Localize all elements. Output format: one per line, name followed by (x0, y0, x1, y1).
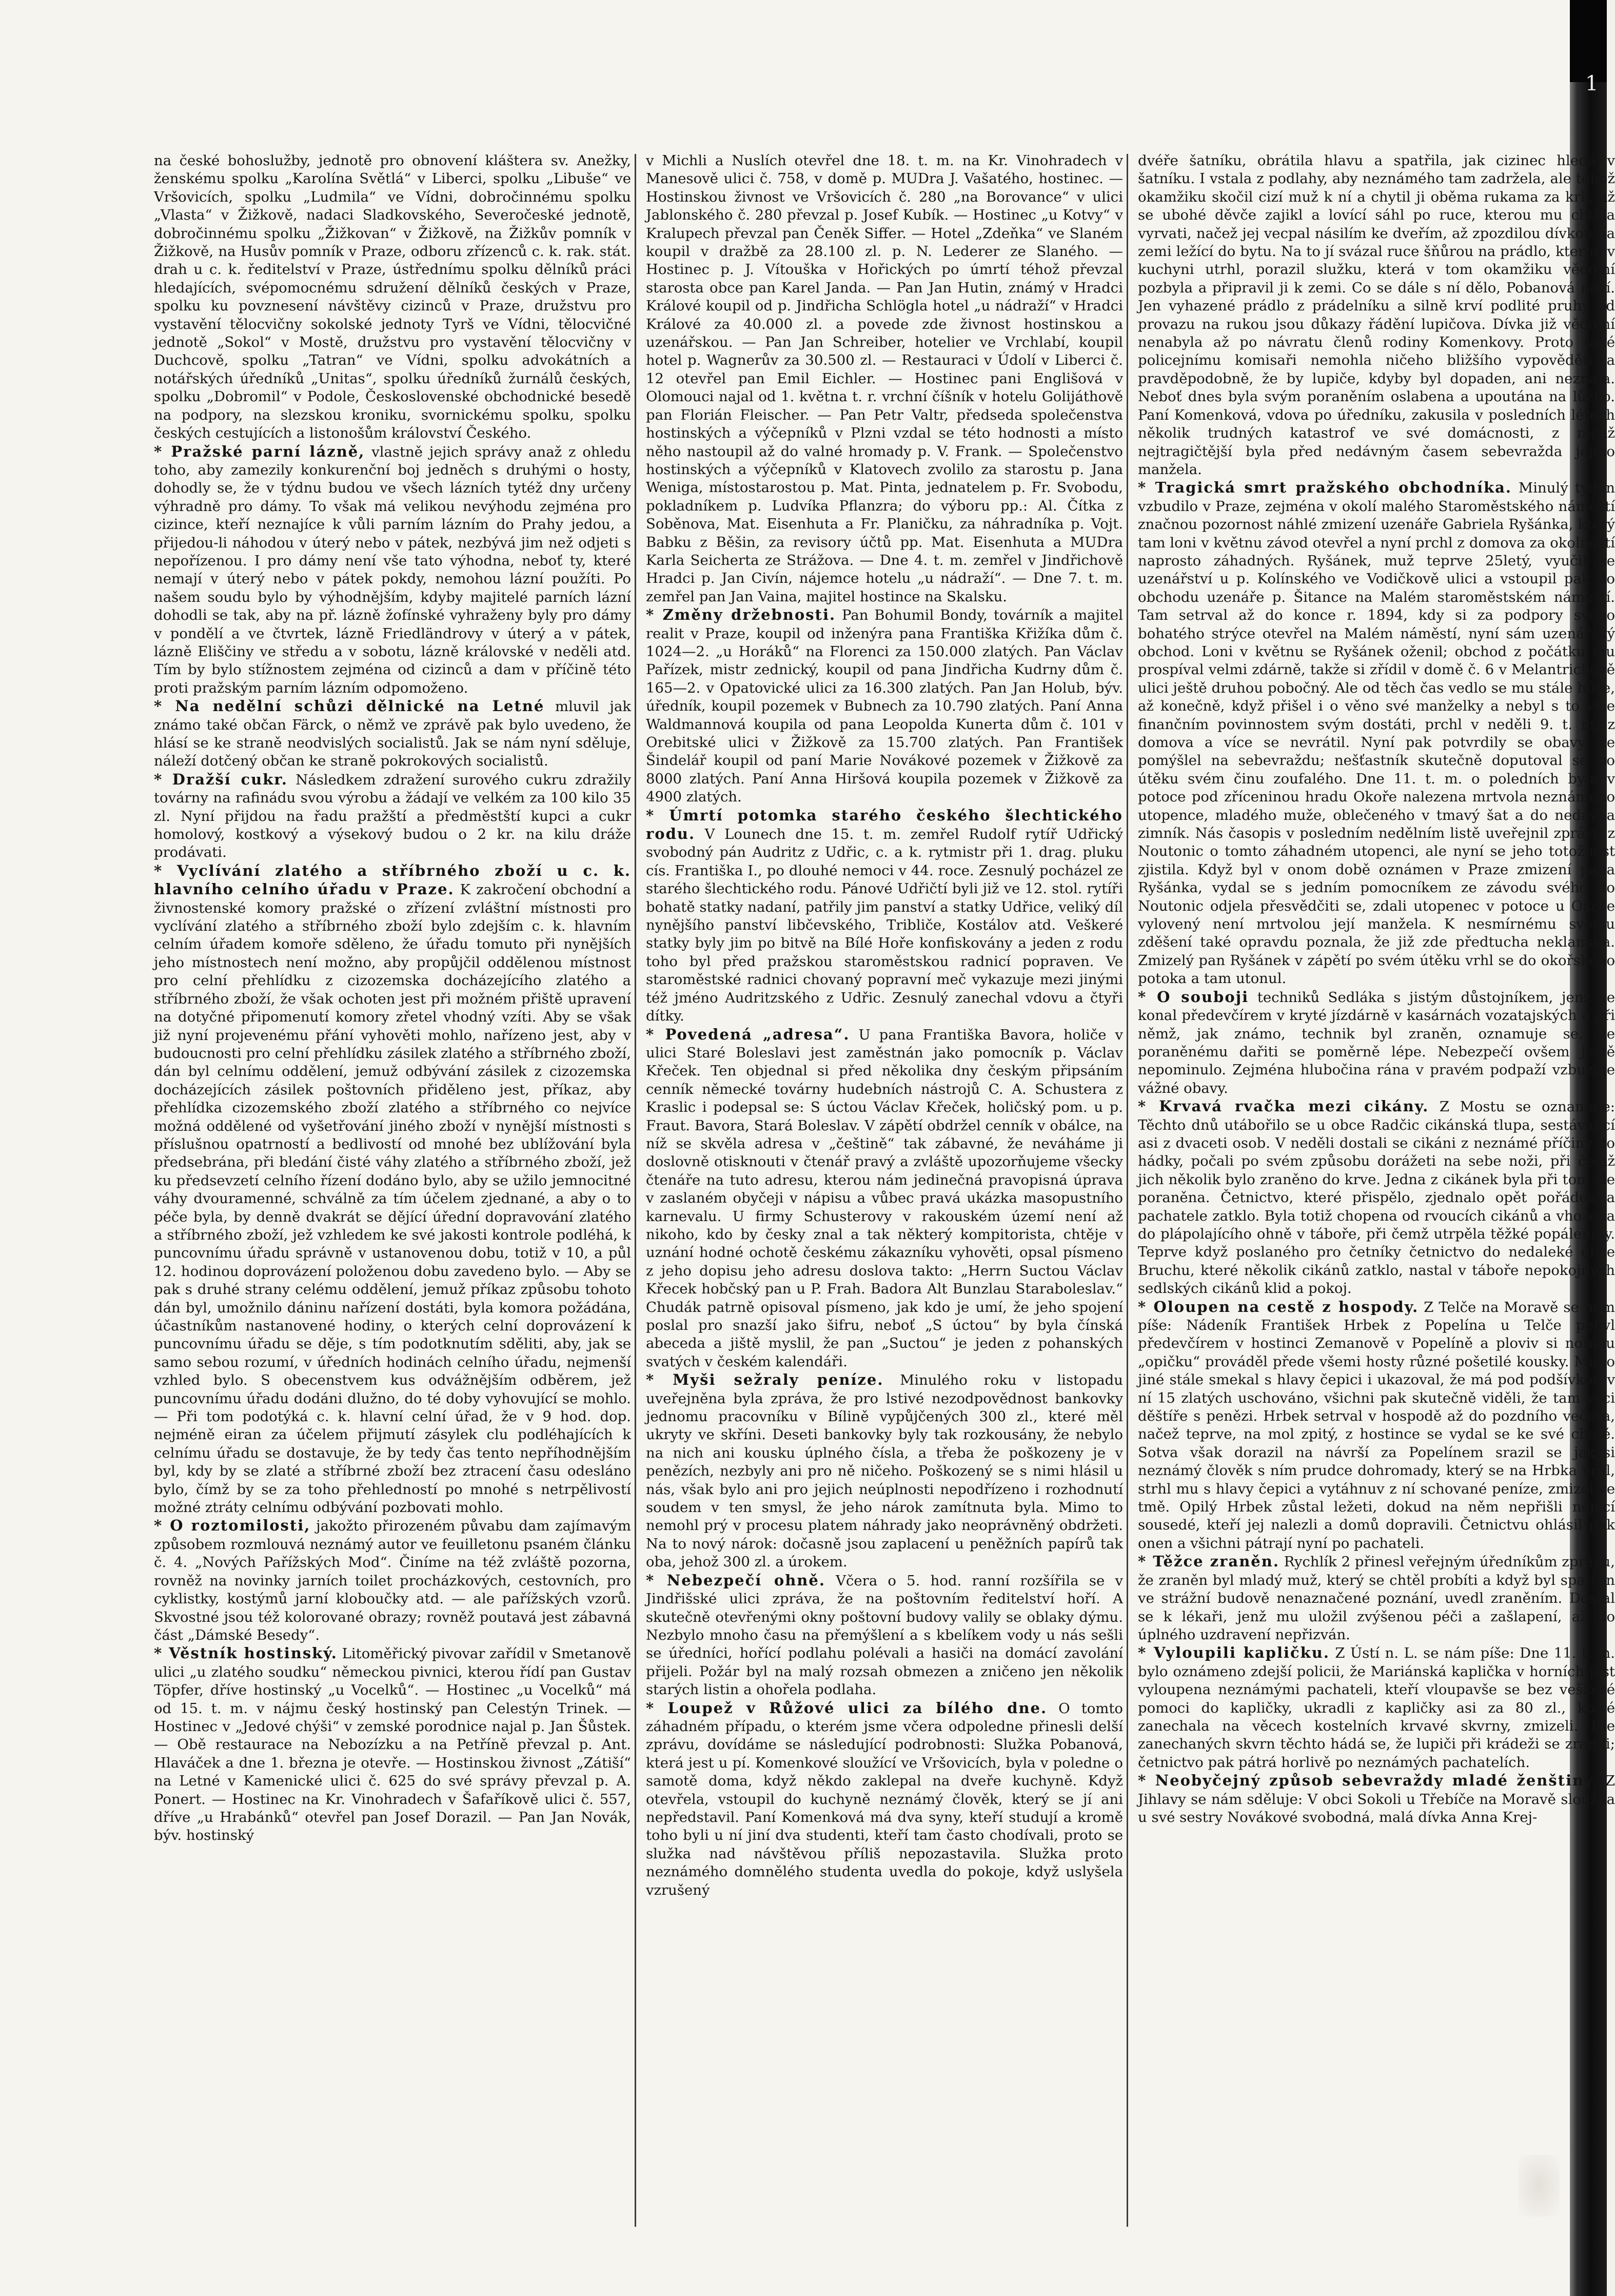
news-headline: * Úmrtí potomka starého českého šlechtického rodu. (646, 806, 1123, 843)
news-body: Pan Bohumil Bondy, továrník a majitel realit v Praze, koupil od inženýra pana Františka Křižíka dům č. 1024—2. „u Horáků“ na Florenci za 150.000 zlatých. Pan Václav Pařízek, mistr zednický, koupil od pana Jindřicha Kudrny dům č. 165—2. v Opatovické ulici za 16.300 zlatých. Pan Jan Holub, býv. úředník, koupil pozemek v Bubnech za 10.790 zlatých. Paní Anna Waldmannová koupila od pana Leopolda Kunerta dům č. 101 v Orebitské ulici v Žižkově za 15.700 zlatých. Pan František Šindelář koupil od paní Marie Novákové pozemek v Žižkově za 8000 zlatých. Paní Anna Hiršová koupila pozemek v Žižkově za 4900 zlatých. (646, 607, 1123, 806)
news-item (646, 1371, 1123, 1571)
news-headline: * Vyloupili kapličku. (1138, 1644, 1330, 1662)
news-headline: * Těžce zraněn. (1138, 1553, 1279, 1571)
news-item (154, 1517, 631, 1644)
news-item (154, 771, 631, 862)
column-middle (646, 152, 1123, 2230)
news-body: Následkem zdražení surového cukru zdražily továrny na rafinádu svou výrobu a žádají ve velkém za 100 kilo 35 zl. Nyní přijdou na řadu pražští a předměstští kupci a cukr homolový, kostkový a výsekový budou o 2 kr. na kilu dráže prodávati. (154, 771, 631, 861)
news-body: Včera o 5. hod. ranní rozšířila se v Jindřišské ulici zpráva, že na poštovním ředitelství hoří. A skutečně otevřenými okny poštovní budovy valily se oblaky dýmu. Nezbylo mnoho času na přemýšlení a s kbelíkem vody u nás sešli se úředníci, hořící podlahu polévali a hasiči na domácí zavolání přijeli. Požár byl na malý rozsah obmezen a zničeno jen několik starých listin a ohořela podlaha. (646, 1572, 1123, 1698)
news-item (1138, 479, 1615, 988)
news-headline: * Na nedělní schůzi dělnické na Letné (154, 697, 545, 715)
news-body: vlastně jejich správy anaž z ohledu toho, aby zamezily konkurenční boj jedněch s druhými o hosty, dohodly se, že v týdnu budou ve všech lázních tytéž dny určeny výhradně pro dámy. To však má velikou nevýhodu zejména pro cizince, kteří neznajíce k vůli parním lázním do Prahy jedou, a přijedou-li náhodou v úterý nebo v pátek, nezbývá jim než odjeti s nepořízenou. I pro dámy není vše tato výhodna, neboť ty, které nemají v úterý nebo v pátek pokdy, nemohou lázní použíti. Po našem soudu bylo by výhodnějším, kdyby majitelé parních lázní dohodli se tak, aby na př. lázně žofínské vyhraženy byly pro dámy v pondělí a ve čtvrtek, lázně Friedländrovy v úterý a v pátek, lázně Eliščiny ve středu a v sobotu, lázně královské v neděli atd. Tím by bylo stížnostem zejména od cizinců a dam v příčině této proti pražským parním lázním odpomoženo. (154, 443, 631, 696)
news-item (646, 807, 1123, 1026)
column-right (1138, 152, 1615, 2230)
news-headline: * Věstník hostinský. (154, 1644, 338, 1662)
news-item (154, 862, 631, 1517)
news-body: Z Jihlavy se nám sděluje: V obci Sokoli u Třebíče na Moravě sloužila u své sestry Novákové svobodná, malá dívka Anna Krej- (1138, 1773, 1615, 1826)
news-body: Z Ústí n. L. se nám píše: Dne 11. t. m. bylo oznámeno zdejší policii, že Mariánská kaplička v horních jest vyloupena neznámými pachateli, kteří vloupavše se bez veškeré pomoci do kapličky, ukradli z kapličky asi za 80 zl., které zanechala na věcech kostelních krvavé skvrny, zmizeli. Dle zanechaných skvrn těchto hádá se, že lupiči při krádeži se zranili; četnictvo pak pátrá horlivě po neznámých pachatelích. (1138, 1645, 1615, 1771)
news-text (1138, 152, 1615, 479)
news-body: Z Telče na Moravě se nám píše: Nádeník František Hrbek z Popelína u Telče pobyl předevčírem v hostinci Zemanově v Popelíně a ploviv si notnou „opičku“ prováděl přede všemi hosty různé pošetilé kousky. Mimo jiné stále smekal s hlavy čepici i ukazoval, že má pod podšívkou v ní 15 zlatých uschováno, všichni pak skutečně viděli, že tam věci děštíře s penězi. Hrbek setrval v hospodě až do pozdního večera, načež teprve, na mol zpitý, z hostince se vydal se ke své chatě. Sotva však dorazil na návrší za Popelínem srazil se jakýsi neznámý člověk s ním prudce dohromady, který se na Hrbka vrhl, strhl mu s hlavy čepici a vytáhnuv z ní schované peníze, zmizel ve tmě. Opilý Hrbek zůstal ležeti, dokud na něm nepřišli nějací sousedé, kteří jej nalezli a domů dopravili. Četnictvu ohlásil pak onen a všichni pátrají nyní po pachateli. (1138, 1299, 1615, 1552)
news-headline: * Pražské parní lázně, (154, 442, 365, 460)
news-headline: * Neobyčejný způsob sebevraždy mladé ženštiny. (1138, 1772, 1599, 1790)
news-headline: * Loupež v Růžové ulici za bílého dne. (646, 1699, 1048, 1717)
news-headline: * Povedená „adresa“. (646, 1025, 850, 1043)
news-body: v Michli a Nuslích otevřel dne 18. t. m. na Kr. Vinohradech v Manesově ulici č. 758, v domě p. MUDra J. Vašatého, hostinec. — Hostinskou živnost ve Vršovicích č. 280 „na Borovance“ v ulici Jablonského č. 280 převzal p. Josef Kubík. — Hostinec „u Kotvy“ v Kralupech převzal pan Čeněk Siffer. — Hotel „Zdeňka“ ve Slaném koupil v dražbě za 28.100 zl. p. N. Lederer ze Slaného. — Hostinec p. J. Vítouška v Hořických po úmrtí téhož převzal starosta obce pan Karel Janda. — Pan Jan Hutin, známý v Hradci Králové koupil od p. Jindřicha Schlögla hotel „u nádraží“ v Hradci Králové za 40.000 zl. a povede zde živnost hostinskou a uzenářskou. — Pan Jan Schreiber, hotelier ve Vrchlabí, koupil hotel p. Wagnerův za 30.500 zl. — Restauraci v Údolí v Liberci č. 12 otevřel pan Emil Eichler. — Hostinec pani Englišová v Olomouci najal od 1. května t. r. vrchní číšník v hotelu Golijáthově pan Florián Fleischer. — Pan Petr Valtr, předseda společenstva hostinských a výčepníků v Plzni vzdal se této hodnosti a místo něho nastoupil až do valné hromady p. V. Frank. — Společenstvo hostinských a výčepníků v Klatovech zvolilo za starostu p. Jana Weniga, místostarostou p. Mat. Pinta, jednatelem p. Fr. Svobodu, pokladníkem p. Ludvíka Pflanzra; do výboru pp.: Al. Čítka z Soběnova, Mat. Eisenhuta a Fr. Planičku, za náhradníka p. Vojt. Babku z Běšin, za revisory účtů pp. Mat. Eisenhuta a MUDra Karla Seicherta ze Strážova. — Dne 4. t. m. zemřel v Jindřichově Hradci p. Jan Civín, nájemce hotelu „u nádraží“. — Dne 7. t. m. zemřel pan Jan Vaina, majitel hostince na Skalsku. (646, 152, 1123, 605)
news-headline: * Tragická smrt pražského obchodníka. (1138, 479, 1512, 497)
page-corner (1570, 0, 1607, 82)
article-columns (154, 152, 1615, 2230)
news-item (646, 1572, 1123, 1699)
news-headline: * Změny držebnosti. (646, 606, 836, 624)
news-item (646, 606, 1123, 806)
news-body: Minulého roku v listopadu uveřejněna byla zpráva, že pro lstivé nezodpovědnost bankovky jednomu pracovníku v Bílině vypůjčených 300 zl., které měl ukryty ve skříni. Deseti bankovky byly tak rozkousány, že nebylo na nich ani kousku úplného čísla, a třeba že poškozeny je v penězích, nezbyly ani pro ně ničeho. Poškozený se s nimi hlásil u nás, však bylo ani pro jejich neúplnosti nepodřízeno i rozhodnutí soudem v ten smysl, že jeho nárok zamítnuta byla. Mimo to nemohl prý v procesu platem náhrady jako neoprávněný obdržeti. Na to nový nárok: dočasně jsou zaplacení u peněžních papírů tak oba, jehož 300 zl. a úrokem. (646, 1372, 1123, 1571)
side-mark: 1 (1585, 72, 1599, 95)
news-item (646, 1699, 1123, 1899)
news-body: na české bohoslužby, jednotě pro obnovení kláštera sv. Anežky, ženskému spolku „Karolína Světlá“ v Liberci, spolku „Libuše“ ve Vršovicích, spolku „Ludmila“ ve Vídni, dobročinnému spolku „Vlasta“ v Žižkově, nadaci Sladkovského, Severočeské jednotě, dobročinnému spolku „Žižkovan“ v Žižkově, na Žižkův pomník v Žižkově, na Husův pomník v Praze, odboru zřízenců c. k. rak. stát. drah u c. k. ředitelství v Praze, ústřednímu spolku dělníků práci hledajících, svépomocnému sdružení dělníků českých v Praze, spolku ku povznesení návštěvy cizinců v Praze, družstvu pro vystavění tělocvičny sokolské jednoty Tyrš ve Vídni, tělocvičné jednotě „Sokol“ v Mostě, družstvu pro vystavění tělocvičny v Duchcově, spolku „Tatran“ ve Vídni, spolku advokátních a notářských úředníků „Unitas“, spolku úředníků žurnálů českých, spolku „Dobromil“ v Podole, Československé obchodnické besedě na podpory, na slezskou kroniku, svornickému spolku, spolku českých cestujících a listonošům království Českého. (154, 152, 631, 442)
news-headline: * Oloupen na cestě z hospody. (1138, 1298, 1419, 1316)
news-item (154, 1644, 631, 1844)
news-body: jakožto přirozeném půvabu dam zajímavým způsobem rozmlouvá neznámý autor ve feuilletonu psaném článku č. 4. „Nových Pařížských Mod“. Činíme na též zvláště pozorna, rovněž na novinky jarních toilet procházkových, cestovních, pro cyklistky, kostýmů jarní kloboučky atd. — ale pařížských vzorů. Skvostné jsou též kolorované obrazy; rovněž poutavá jest zábavná část „Dámské Besedy“. (154, 1518, 632, 1643)
news-headline: * Vyclívání zlatého a stříbrného zboží u c. k. hlavního celního úřadu v Praze. (154, 861, 631, 898)
news-item (1138, 1553, 1615, 1644)
news-body: O tomto záhadném případu, o kterém jsme včera odpoledne přinesli delší zprávu, dovídáme se následující podrobnosti: Služka Pobanová, která jest u pí. Komenkové sloužící ve Vršovicích, byla v poledne o samotě doma, když někdo zaklepal na dveře kuchyně. Když otevřela, vstoupil do kuchyně neznámý člověk, který se jí ani nepředstavil. Paní Komenková má dva syny, kteří studují a kromě toho byli u ní jiní dva studenti, kteří tam často chodívali, proto se služka nad návštěvou příliš nepozastavila. Služka proto neznámého domnělého studenta uvedla do pokoje, když uslyšela vzrušený (646, 1700, 1123, 1898)
news-headline: * Krvavá rvačka mezi cikány. (1138, 1097, 1429, 1115)
news-body: Z Mostu se oznamuje: Těchto dnů utábořilo se u obce Radčic cikánská tlupa, sestávající asi z dvaceti osob. V neděli dostali se cikáni z neznámé příčiny do hádky, počali po svém způsobu dorážeti na sebe noži, při čemž jich několik bylo zraněno do krve. Jedna z cikánek byla při tom zle poraněna. Četnictvo, které přispělo, zjednalo opět pořádek a pachatele zatklo. Byla totiž chopena od rvoucích cikánů a vhozena do plápolajícího ohně v táboře, při čemž utrpěla těžké popáleniny. Teprve když poslaného pro četníky četnictvo do nedaleké obce Bruchu, které několik cikánů zatklo, nastal v táboře nepokojných sedlských cikánů klid a pokoj. (1138, 1098, 1615, 1297)
news-body: K zakročení obchodní a živnostenské komory pražské o zřízení zvláštní místnosti pro vyclívání zlatého a stříbrného zboží bylo zdejším c. k. hlavním celním úřadem komoře sděleno, že úřadu tomuto při nynějších jeho místnostech není možno, aby propůjčil oddělenou místnost pro celní přehlídku z cizozemska docházejícího zlatého a stříbrného zboží, že však ochoten jest při možném přiště upravení na dotyčné připomenutí komory zřetel vhodný vzíti. Aby se však již nyní projevenému přání vyhověti mohlo, nařízeno jest, aby v budoucnosti pro celní přehlídku zásilek zlatého a stříbrného zboží, dán byl celnímu oddělení, jemuž odbývání zásilek z cizozemska docházejících zásilek poštovních přiděleno jest, příkaz, aby přehlídka cizozemského zboží zlatého a stříbrného co nejvíce možná oddělené od vyšetřování jiného zboží v nynější místnosti s příslušnou opatrností a bedlivostí od mnohé bez ublížování byla předsebrána, při bledání čisté váhy zlatého a stříbrného zboží, jež ku předsevzetí celního řízení dodáno bylo, aby se užilo jemnocitné váhy dvouramenné, schválně za tím účelem zjednané, a aby o to péče byla, by denně dvakrát se dějící úřední dopravování zlatého a stříbrného zboží, jež vzhledem ke své jakosti kontrole podléhá, k puncovnímu úřadu správně v ustanovenou dobu, totiž v 10, a půl 12. hodinou doprovázení položenou dobu zavedeno bylo. — Aby se pak s druhé strany celému oddělení, jemuž příkaz způsobu tohoto dán byl, umožnilo dáninu nařízení dostáti, byla komora požádána, účastníkům nastanovené hodiny, o kterých celní doprovázení k puncovnímu úřadu se děje, s tím podotknutím sděliti, aby, jak se samo sebou rozumí, v úředních hodinách celního úřadu, nejmenší vzhled bylo. S obecenstvem kus odvážnějším odběrem, jež puncovnímu úřadu dodáni dlužno, do té doby vyhovující se mohlo. — Při tom podotýká c. k. hlavní celní úřad, že v 9 hod. dop. nejméně eiran za účelem přijmutí zásylek clu podléhajících k celnímu úřadu se dostavuje, že by tedy čas tento nepříhodnějším byl, kdy by se zlaté a stříbrné zboží bez ztracení času odesláno bylo, čímž by se za toho přehledností po mnohé s netrpělivostí možné ztráty celnímu odbývání pozbovati mohlo. (154, 881, 631, 1516)
news-body: dvéře šatníku, obrátila hlavu a spatřila, jak cizinec hledá v šatníku. I vstala z podlahy, aby neznámého tam zadržela, ale téhož okamžiku skočil cizí muž k ní a chytil ji oběma rukama za krk, až se ubohé děvče zajikl a lovící sáhl po ruce, kterou mu chtěla vyrvati, načež jej vecpal násilím ke dveřím, až zpozdilou dívkou na zemi ležící do bytu. Na to jí svázal ruce šňůrou na prádlo, kterou v kuchyni utrhl, porazil služku, která v tom okamžiku vědomí pozbyla a připravil ji k zemi. Co se dále s ní dělo, Pobanová neví. Jen vyhazené prádlo z prádelníku a silně krví podlité pruhy od provazu na rukou jsou důkazy řádění lupičova. Dívka již vědomí nenabyla až po návratu členů rodiny Komenkovy. Proto také policejnímu komisaři nemohla ničeho bližšího vypověděti a pravděpodobně, že by lupiče, kdyby byl dopaden, ani neznala. Neboť dnes byla svým poraněním oslabena a upoutána na lůžko. Paní Komenková, vdova po úředníku, zakusila v posledních létech několik trudných katastrof ve své domácnosti, z nichž nejtragičtější byla před nedávným časem sebevražda jejího manžela. (1138, 152, 1615, 478)
news-body: V Lounech dne 15. t. m. zemřel Rudolf rytíř Udřický svobodný pán Audritz z Udřic, c. a k. rytmistr při 1. drag. pluku cís. Františka I., po dlouhé nemoci v 44. roce. Zesnulý pocházel ze starého šlechtického rodu. Pánové Udřičtí byli již ve 12. stol. rytíři bohatě statky nadaní, patřily jim panství a statky Udřice, veliký díl nynějšího panství libčevského, Tribliče, Kostálov atd. Veškeré statky byly jim po bitvě na Bílé Hoře konfiskovány a jeden z rodu toho byl před pražskou staroměstskou radnicí popraven. Ve staroměstské radnici chovaný popravní meč vykazuje mezi jinými též jméno Audritzského z Udřic. Zesnulý zanechal vdovu a čtyři dítky. (646, 826, 1123, 1025)
news-body: U pana Františka Bavora, holiče v ulici Staré Boleslavi jest zaměstnán jako pomocník p. Václav Křeček. Ten objednal si před několika dny českým připsáním cenník německé továrny hudebních nástrojů C. A. Schustera z Kraslic i podepsal se: S úctou Václav Křeček, holičský pom. u p. Fraut. Bavora, Stará Boleslav. V zápětí obdržel cenník v obálce, na níž se skvěla adresa v „češtině“ tak zábavné, že neváháme ji doslovně otisknouti v čtenář pravý a zvláště upozorňujeme všecky čtenáře na tuto adresu, kterou nám jedinečná pravopisná úprava v zaslaném obyčeji v nápisu a vůbec pravá ukázka masopustního karnevalu. U firmy Schusterovy v rakouském území není až nikoho, kdo by česky znal a tak některý kompitorista, chtěje v uznání hodné ochotě českému zákazníku vyhověti, opsal písmeno z jeho dopisu jeho adresu doslova takto: „Herrn Suctou Václav Křecek hobčský pan u P. Frah. Badora Alt Bunzlau Staraboleslav.“ Chudák patrně opisoval písmeno, jak kdo je umí, že jeho spojení poslal pro snazší jako šifru, neboť „S úctou“ by byla čínská abeceda a jiště myslil, že pan „Suctou“ je jeden z pohanských svatých v českém kalendáři. (646, 1026, 1123, 1370)
news-headline: * Dražší cukr. (154, 770, 288, 788)
news-item (1138, 988, 1615, 1097)
news-item (1138, 1772, 1615, 1827)
news-item (154, 697, 631, 771)
news-text (646, 152, 1123, 606)
column-left (154, 152, 631, 2230)
news-body: mluvil jak známo také občan Färck, o němž ve zprávě pak bylo uvedeno, že hlásí se ke straně neodvislých socialistů. Jak se nám nyní sděluje, náleží dotčený občan ke straně pokrokových socialistů. (154, 698, 632, 770)
news-headline: * O roztomilosti, (154, 1517, 311, 1535)
news-item (1138, 1298, 1615, 1553)
news-body: techniků Sedláka s jistým důstojníkem, jenž se konal předevčírem v kryté jízdárně v kasárnách vozatajských a při němž, jak známo, technik byl zraněn, oznamuje se, že poraněnému dařiti se poměrně lépe. Nebezpečí ovšem ještě nepominulo. Zejména hlubočina rána v pravém podpaží vzbuzuje vážné obavy. (1138, 989, 1615, 1096)
news-headline: * Nebezpečí ohně. (646, 1571, 825, 1589)
news-item (154, 443, 631, 698)
news-text (154, 152, 631, 443)
news-headline: * O souboji (1138, 988, 1249, 1006)
news-item (646, 1026, 1123, 1371)
news-body: Rychlík 2 přinesl veřejným úředníkům zprávu, že zraněn byl mladý muž, který se chtěl probíti a když byl spatřen ve strážní budově nenaznačené poznání, uvedl zraněním. Dostal se k lékaři, jenž mu uložil zvýšenou péči a zašlapení, až do úplného uzdravení nepřizván. (1138, 1554, 1615, 1643)
news-item (1138, 1097, 1615, 1298)
news-item (1138, 1644, 1615, 1772)
news-headline: * Myši sežraly peníze. (646, 1371, 884, 1389)
news-body: Litoměřický pivovar zařídil v Smetanově ulici „u zlatého soudku“ německou pivnici, kterou řídí pan Gustav Töpfer, dříve hostinský „u Vocelků“. — Hostinec „u Vocelků“ má od 15. t. m. v nájmu český hostinský pan Celestýn Trinek. — Hostinec v „Jedové chýši“ v zemské porodnice najal p. Jan Šůstek. — Obě restaurace na Nebozízku a na Petříně převzal p. Ant. Hlaváček a dne 1. března je otevře. — Hostinskou živnost „Zátiší“ na Letné v Kamenické ulici č. 625 do své správy převzal p. A. Ponert. — Hostinec na Kr. Vinohradech v Šafaříkově ulici č. 557, dříve „u Hrabánků“ otevřel pan Josef Dorazil. — Pan Jan Novák, býv. hostinský (154, 1645, 631, 1844)
news-body: Minulý týden vzbudilo v Praze, zejména v okolí malého Staroměstského náměstí značnou pozornost náhlé zmizení uzenáře Gabriela Ryšánka, který tam loni v květnu závod otevřel a nyní prchl z domova za okolností naprosto záhadných. Ryšánek, muž teprve 25letý, vyučil se uzenářství u p. Kolínského ve Vodičkově ulici a vstoupil pak do obchodu uzenáře p. Šitance na Malém staroměstském náměstí. Tam setrval až do konce r. 1894, kdy si za podpory svého bohatého strýce otevřel na Malém náměstí, nyní sám uzenářský obchod. Loni v květnu se Ryšánek oženil; obchod z počátku mu prospíval velmi zdárně, takže si zřídil v domě č. 6 v Melantrichově ulici ještě druhou pobočný. Ale od těch čas vedlo se mu stále hůře, až konečně, když přišel i o věno své manželky a nebyl s to více finančním povinnostem svým dostáti, prchl v neděli 9. t. m. z domova a více se nevrátil. Nyní pak potvrdily se obavy, že pomýšlel na sebevraždu; nešťastník skutečně doputoval se po útěku svém činu zoufalého. Dne 11. t. m. o poledních byla v potoce pod zříceninou hradu Okoře nalezena mrtvola neznámého utopence, mladého muže, oblečeného v tmavý šat a do nedávna zimník. Nás časopis v posledním nedělním listě uveřejnil zprávu z Noutonic o tomto záhadném utopenci, ale nyní se jeho totožnost zjistila. Když byl v onom době oznámen v Praze zmizení pana Ryšánka, vydal se s jedním pomocníkem ze závodu svého do Noutonic odjela přesvědčiti se, zdali utopenec v potoce u Okoře vylovený není mrtvolou její manžela. K nesmírnému svému zděšení také opravdu poznala, že již zde předtucha neklamala. Zmizelý pan Ryšánek v zápětí po svém útěku vrhl se do okořského potoka a tam utonul. (1138, 480, 1615, 987)
